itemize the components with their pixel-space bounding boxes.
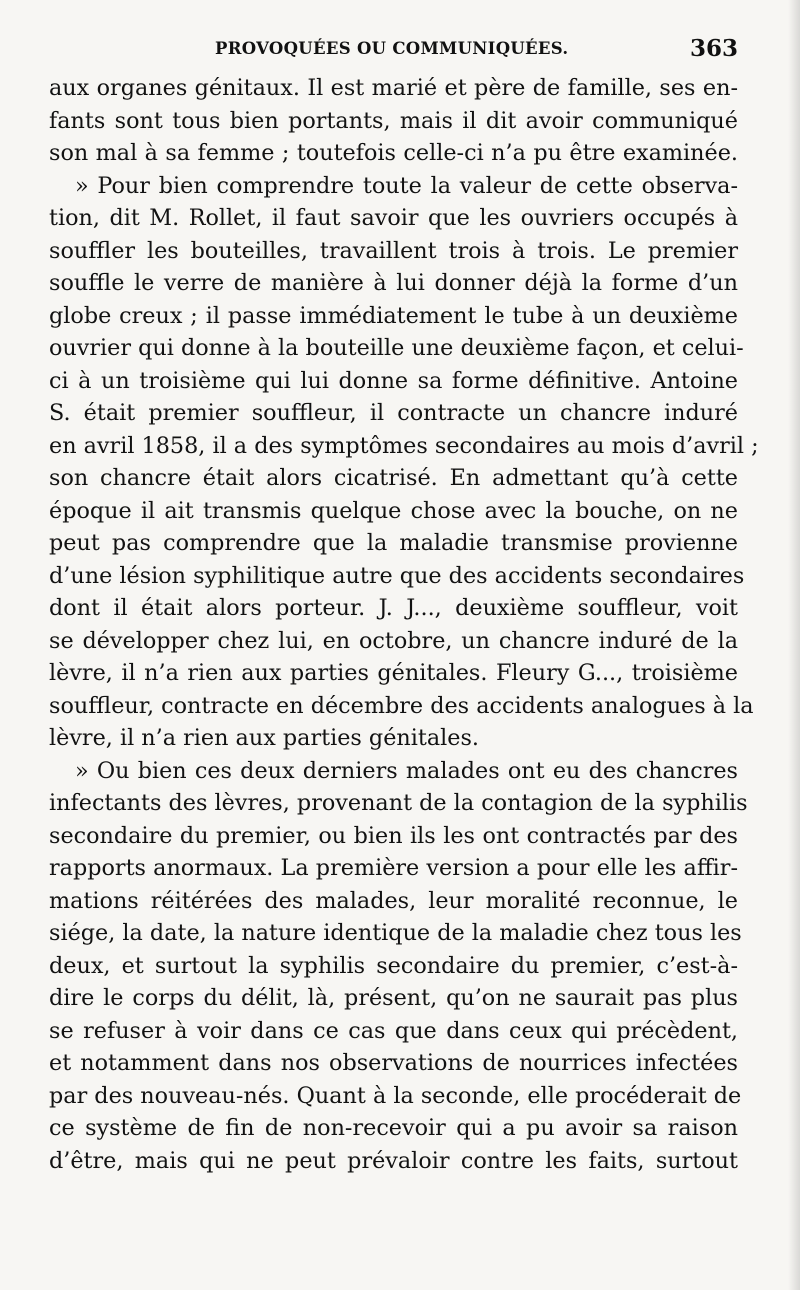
text-line: dont il était alors porteur. J. J..., deuxième souffleur, voit — [49, 595, 738, 621]
page-number: 363 — [689, 35, 738, 62]
text-line: époque il ait transmis quelque chose avec la bouche, on ne — [49, 497, 738, 524]
text-line: en avril 1858, il a des symptômes secondaires au mois d’avril ; — [49, 432, 759, 459]
text-line: globe creux ; il passe immédiatement le tube à un deuxième — [49, 302, 738, 329]
text-line: ouvrier qui donne à la bouteille une deuxième façon, et celui- — [49, 335, 744, 361]
text-line: lèvre, il n’a rien aux parties génitales. Fleury G..., troisième — [49, 660, 738, 686]
text-line: rapports anormaux. La première version a pour elle les affir- — [49, 855, 738, 881]
text-line: siége, la date, la nature identique de la maladie chez tous les — [49, 920, 742, 946]
body-text — [49, 72, 759, 1177]
page-edge-shadow — [788, 0, 800, 1290]
text-line: souffle le verre de manière à lui donner déjà la forme d’un — [49, 270, 738, 296]
text-line: fants sont tous bien portants, mais il dit avoir communiqué — [49, 107, 738, 134]
text-line: infectants des lèvres, provenant de la contagion de la syphilis — [49, 790, 748, 816]
text-line: ce système de fin de non-recevoir qui a pu avoir sa raison — [49, 1115, 738, 1141]
paragraph-start-line: » Ou bien ces deux derniers malades ont eu des chancres — [75, 757, 738, 784]
text-line: son mal à sa femme ; toutefois celle-ci n’a pu être examinée. — [49, 140, 738, 166]
paragraph-start-line: » Pour bien comprendre toute la valeur de cette observa- — [75, 172, 738, 199]
text-line: aux organes génitaux. Il est marié et père de famille, ses en- — [49, 75, 738, 101]
text-line: et notamment dans nos observations de nourrices infectées — [49, 1050, 738, 1076]
text-line: secondaire du premier, ou bien ils les ont contractés par des — [49, 822, 738, 849]
running-head: PROVOQUÉES OU COMMUNIQUÉES. — [215, 39, 569, 58]
text-line: deux, et surtout la syphilis secondaire du premier, c’est-à- — [49, 952, 738, 979]
text-line: ci à un troisième qui lui donne sa forme définitive. Antoine — [49, 367, 738, 394]
text-line: S. était premier souffleur, il contracte un chancre induré — [49, 400, 738, 426]
text-line: peut pas comprendre que la maladie transmise provienne — [49, 530, 738, 556]
page-header — [215, 30, 738, 70]
text-line: tion, dit M. Rollet, il faut savoir que les ouvriers occupés à — [49, 205, 738, 231]
text-line: se refuser à voir dans ce cas que dans ceux qui précèdent, — [49, 1017, 738, 1044]
text-line: par des nouveau-nés. Quant à la seconde, elle procéderait de — [49, 1082, 742, 1109]
text-line: souffleur, contracte en décembre des accidents analogues à la — [49, 692, 754, 719]
text-line: d’une lésion syphilitique autre que des accidents secondaires — [49, 562, 745, 589]
text-line: mations réitérées des malades, leur moralité reconnue, le — [49, 887, 738, 914]
text-line: dire le corps du délit, là, présent, qu’on ne saurait pas plus — [49, 985, 738, 1011]
text-line: souffler les bouteilles, travaillent trois à trois. Le premier — [49, 237, 738, 264]
text-line: son chancre était alors cicatrisé. En admettant qu’à cette — [49, 465, 738, 491]
paragraph-end-line: lèvre, il n’a rien aux parties génitales. — [49, 725, 479, 751]
text-line: d’être, mais qui ne peut prévaloir contre les faits, surtout — [49, 1147, 738, 1174]
text-line: se développer chez lui, en octobre, un chancre induré de la — [49, 627, 738, 654]
